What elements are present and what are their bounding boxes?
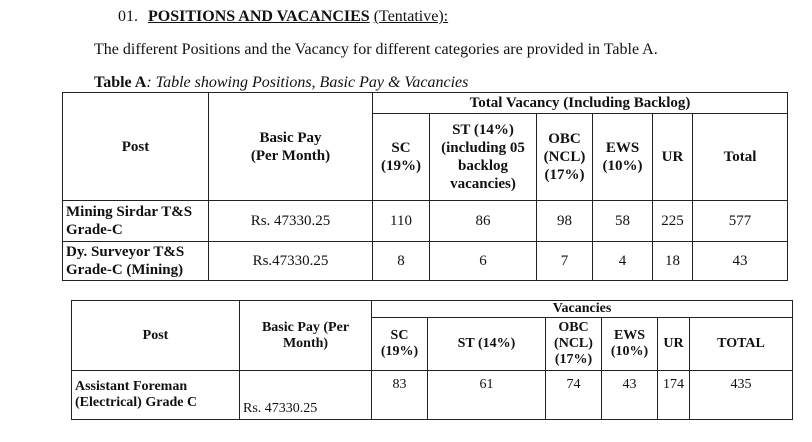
header-sc: SC (19%) <box>372 318 428 371</box>
section-heading <box>118 8 448 26</box>
section-title: POSITIONS AND VACANCIES <box>148 8 370 25</box>
header-ur: UR <box>658 318 690 371</box>
cell-ur: 174 <box>658 371 690 420</box>
cell-total: 43 <box>693 242 788 281</box>
table-a-header-row-1 <box>63 93 788 114</box>
table-row <box>63 201 788 242</box>
header-post: Post <box>63 93 209 201</box>
cell-sc: 8 <box>373 242 430 281</box>
header-st: ST (14%) (including 05 backlog vacancies) <box>430 114 537 201</box>
cell-total: 435 <box>690 371 793 420</box>
header-total: Total <box>693 114 788 201</box>
caption-label: Table A <box>94 74 147 91</box>
table-row <box>72 371 793 420</box>
cell-total: 577 <box>693 201 788 242</box>
section-number: 01. <box>118 8 138 25</box>
header-total-vacancy: Total Vacancy (Including Backlog) <box>373 93 788 114</box>
cell-obc: 74 <box>546 371 602 420</box>
section-tentative: (Tentative): <box>373 8 449 25</box>
cell-pay: Rs.47330.25 <box>209 242 373 281</box>
table-a-caption <box>94 74 468 92</box>
cell-sc: 83 <box>372 371 428 420</box>
cell-post: Assistant Foreman (Electrical) Grade C <box>72 371 240 420</box>
table-b-header-row-1 <box>72 301 793 318</box>
header-basic-pay: Basic Pay (Per Month) <box>209 93 373 201</box>
cell-obc: 98 <box>537 201 593 242</box>
header-st: ST (14%) <box>428 318 546 371</box>
header-post: Post <box>72 301 240 371</box>
cell-ews: 4 <box>593 242 653 281</box>
header-ews: EWS (10%) <box>602 318 658 371</box>
cell-st: 6 <box>430 242 537 281</box>
intro-paragraph: The different Positions and the Vacancy for different categories are provided in Table A. <box>94 41 658 58</box>
caption-text: : Table showing Positions, Basic Pay & Vacancies <box>146 74 469 91</box>
table-b <box>71 300 793 420</box>
cell-ur: 18 <box>653 242 693 281</box>
cell-sc: 110 <box>373 201 430 242</box>
header-ews: EWS (10%) <box>593 114 653 201</box>
cell-st: 86 <box>430 201 537 242</box>
header-vacancies: Vacancies <box>372 301 793 318</box>
cell-ews: 43 <box>602 371 658 420</box>
header-total: TOTAL <box>690 318 793 371</box>
cell-ews: 58 <box>593 201 653 242</box>
cell-obc: 7 <box>537 242 593 281</box>
cell-pay: Rs. 47330.25 <box>240 371 372 420</box>
header-obc: OBC (NCL) (17%) <box>537 114 593 201</box>
header-sc: SC (19%) <box>373 114 430 201</box>
cell-pay: Rs. 47330.25 <box>209 201 373 242</box>
cell-st: 61 <box>428 371 546 420</box>
table-row <box>63 242 788 281</box>
header-basic-pay: Basic Pay (Per Month) <box>240 301 372 371</box>
table-a <box>62 92 788 281</box>
header-obc: OBC (NCL) (17%) <box>546 318 602 371</box>
cell-post: Mining Sirdar T&S Grade-C <box>63 201 209 242</box>
cell-post: Dy. Surveyor T&S Grade-C (Mining) <box>63 242 209 281</box>
header-ur: UR <box>653 114 693 201</box>
cell-ur: 225 <box>653 201 693 242</box>
